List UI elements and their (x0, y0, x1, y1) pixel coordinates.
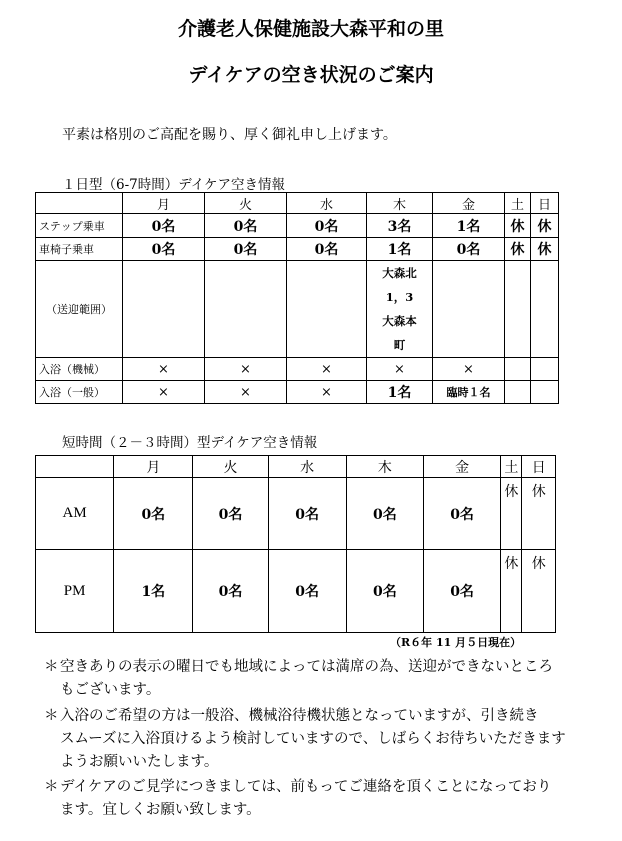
table-row (36, 550, 556, 633)
wheel-sun: 休 (531, 238, 559, 261)
table-row (36, 478, 556, 550)
table2-header-row (36, 456, 556, 478)
day-header-tue: 火 (193, 456, 268, 478)
am-tue: 0名 (193, 478, 268, 550)
table-row (36, 358, 559, 381)
am-fri: 0名 (423, 478, 500, 550)
note-item (44, 776, 551, 822)
am-thu: 0名 (346, 478, 423, 550)
pm-thu: 0名 (346, 550, 423, 633)
wheel-mon: 0名 (123, 238, 205, 261)
bath-mech-sun (531, 358, 559, 381)
note-line: 空きありの表示の曜日でも地域によっては満席の為、送迎ができないところ (60, 659, 553, 675)
note-line: 入浴のご希望の方は一般浴、機械浴待機状態となっていますが、引き続き (60, 708, 539, 724)
route-thu-line: 町 (393, 338, 406, 352)
bath-mech-mon: × (123, 358, 205, 381)
pm-mon: 1名 (114, 550, 193, 633)
note-line: デイケアのご見学につきましては、前もってご連絡を頂くことになっており (60, 779, 552, 795)
route-sun (531, 261, 559, 358)
bath-mech-fri: × (433, 358, 505, 381)
route-thu-line: 大森本 (382, 314, 417, 328)
bath-mech-thu: × (367, 358, 433, 381)
note-line: もございます。 (60, 682, 161, 698)
route-thu (367, 261, 433, 358)
asterisk-mark: ＊ (44, 779, 59, 795)
wheel-sat: 休 (505, 238, 531, 261)
wheel-thu: 1名 (367, 238, 433, 261)
day-header-tue: 火 (205, 193, 287, 214)
bath-gen-sat (505, 381, 531, 404)
row-label-wheelchair-boarding: 車椅子乗車 (36, 238, 123, 261)
am-mon: 0名 (114, 478, 193, 550)
day-header-sun: 日 (522, 456, 556, 478)
day-header-thu: 木 (346, 456, 423, 478)
asterisk-mark: ＊ (44, 708, 59, 724)
am-sat: 休 (501, 478, 522, 550)
am-wed: 0名 (268, 478, 346, 550)
row-label-step-boarding: ステップ乗車 (36, 214, 123, 238)
day-header-sun: 日 (531, 193, 559, 214)
day-header-mon: 月 (123, 193, 205, 214)
bath-mech-wed: × (287, 358, 367, 381)
pm-tue: 0名 (193, 550, 268, 633)
greeting-text: 平素は格別のご高配を賜り、厚く御礼申し上げます。 (62, 127, 397, 143)
route-thu-line: 大森北 (382, 266, 417, 280)
short-time-availability-table (35, 455, 556, 633)
pm-fri: 0名 (423, 550, 500, 633)
am-sun: 休 (522, 478, 556, 550)
step-fri: 1名 (433, 214, 505, 238)
step-sun: 休 (531, 214, 559, 238)
bath-gen-sun (531, 381, 559, 404)
route-wed (287, 261, 367, 358)
wheel-wed: 0名 (287, 238, 367, 261)
day-header-wed: 水 (287, 193, 367, 214)
route-thu-line: 1，3 (385, 290, 414, 304)
note-line: スムーズに入浴頂けるよう検討していますので、しばらくお待ちいただきます (60, 731, 566, 747)
wheel-fri: 0名 (433, 238, 505, 261)
day-header-wed: 水 (268, 456, 346, 478)
wheel-tue: 0名 (205, 238, 287, 261)
bath-mech-tue: × (205, 358, 287, 381)
route-fri (433, 261, 505, 358)
step-wed: 0名 (287, 214, 367, 238)
step-thu: 3名 (367, 214, 433, 238)
facility-name: 介護老人保健施設大森平和の里 (177, 18, 444, 40)
as-of-date: （R６年 11 月５日現在） (390, 636, 522, 649)
route-mon (123, 261, 205, 358)
note-line: ます。宜しくお願い致します。 (60, 802, 261, 818)
step-mon: 0名 (123, 214, 205, 238)
table1-caption: １日型（6-7時間）デイケア空き情報 (62, 177, 286, 193)
day-header-thu: 木 (367, 193, 433, 214)
row-label-bath-general: 入浴（一般） (36, 381, 123, 404)
bath-gen-fri: 臨時１名 (433, 381, 505, 404)
table1-corner (36, 193, 123, 214)
day-header-fri: 金 (433, 193, 505, 214)
day-header-sat: 土 (505, 193, 531, 214)
note-item (44, 656, 553, 702)
row-label-pm: PM (36, 550, 114, 633)
pm-wed: 0名 (268, 550, 346, 633)
note-line: ようお願いいたします。 (60, 754, 219, 770)
table2-corner (36, 456, 114, 478)
route-tue (205, 261, 287, 358)
row-label-am: AM (36, 478, 114, 550)
bath-gen-thu: 1名 (367, 381, 433, 404)
step-tue: 0名 (205, 214, 287, 238)
table2-caption: 短時間（２－３時間）型デイケア空き情報 (62, 435, 318, 451)
route-sat (505, 261, 531, 358)
step-sat: 休 (505, 214, 531, 238)
bath-gen-wed: × (287, 381, 367, 404)
asterisk-mark: ＊ (44, 659, 59, 675)
table1-header-row (36, 193, 559, 214)
table-row (36, 261, 559, 358)
day-type-availability-table (35, 192, 559, 404)
bath-gen-mon: × (123, 381, 205, 404)
page-title: デイケアの空き状況のご案内 (188, 64, 434, 86)
row-label-bath-mechanical: 入浴（機械） (36, 358, 123, 381)
day-header-sat: 土 (501, 456, 522, 478)
day-header-fri: 金 (423, 456, 500, 478)
note-item (44, 705, 566, 774)
table-row (36, 214, 559, 238)
bath-gen-tue: × (205, 381, 287, 404)
table-row (36, 381, 559, 404)
pm-sat: 休 (501, 550, 522, 633)
row-label-pickup-area: （送迎範囲） (36, 261, 123, 358)
pm-sun: 休 (522, 550, 556, 633)
day-header-mon: 月 (114, 456, 193, 478)
bath-mech-sat (505, 358, 531, 381)
table-row (36, 238, 559, 261)
